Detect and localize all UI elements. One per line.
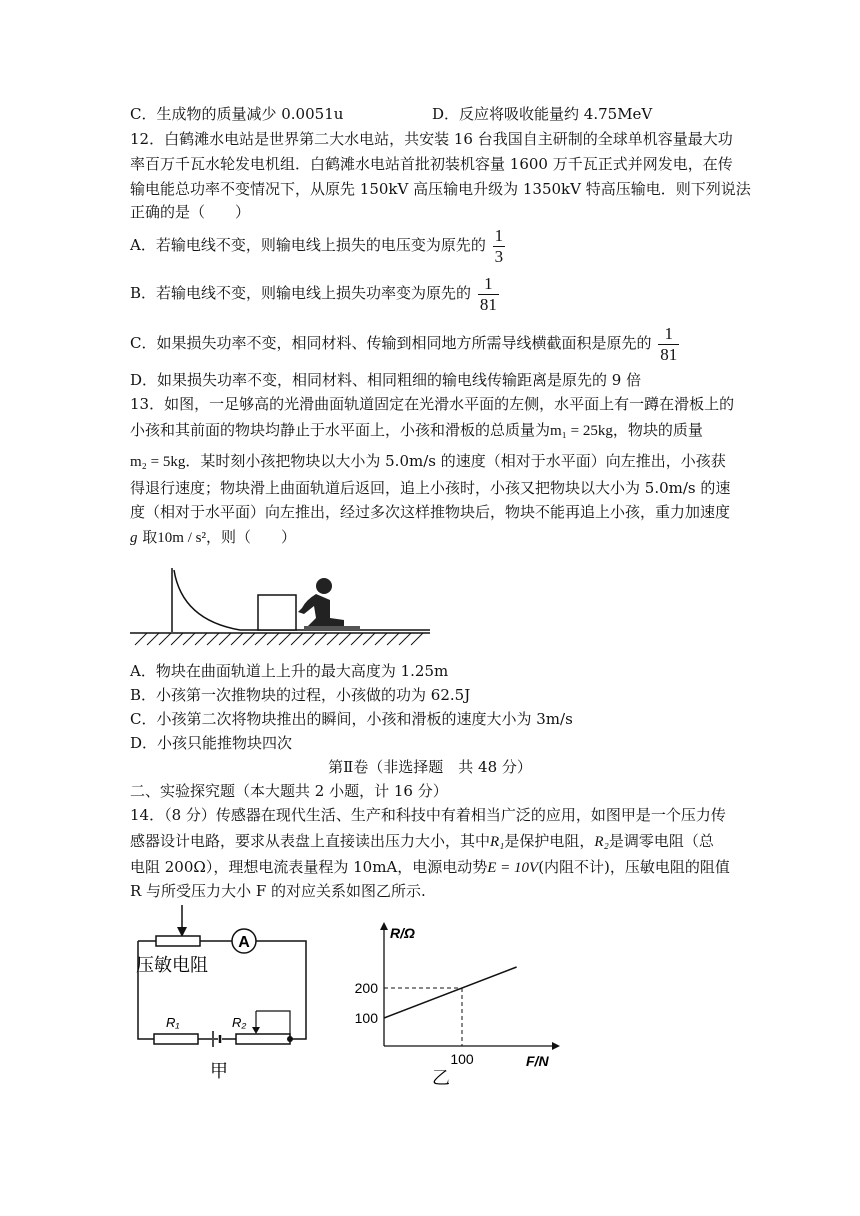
fraction-numerator: 1 xyxy=(658,324,679,345)
q12-option-d: D．如果损失功率不变，相同材料、相同粗细的输电线传输距离是原先的 9 倍 xyxy=(130,371,642,389)
q13-stem-line-3 xyxy=(130,451,726,472)
label-r1: R₁ xyxy=(166,1015,180,1030)
slider-arrow-icon xyxy=(252,1027,260,1034)
text-span: 取 xyxy=(142,528,158,546)
fraction-numerator: 1 xyxy=(478,274,499,295)
text-span: 小孩和其前面的物块均静止于水平面上，小孩和滑板的总质量为 xyxy=(130,421,551,439)
q13-stem-line-5: 度（相对于水平面）向左推出，经过多次这样推物块后，物块不能再追上小孩，重力加速度 xyxy=(130,503,731,521)
text-span: 感器设计电路，要求从表盘上直接读出压力大小，其中 xyxy=(130,832,491,850)
y-axis-arrow-icon xyxy=(380,922,388,930)
fraction xyxy=(658,324,679,365)
y-axis-label: R/Ω xyxy=(390,925,415,941)
junction-dot xyxy=(287,1036,293,1042)
x-tick-label: 100 xyxy=(450,1051,474,1067)
figure-caption-jia: 甲 xyxy=(210,1061,228,1081)
q12-stem-line-2: 率百万千瓦水轮发电机组．白鹤滩水电站首批初装机容量 1600 万千瓦正式并网发电，在传 xyxy=(130,155,733,173)
q13-stem-line-6 xyxy=(130,527,296,548)
fraction-numerator: 1 xyxy=(494,225,504,245)
text-span: 是保护电阻， xyxy=(504,832,595,850)
fraction-denominator: 81 xyxy=(479,294,497,314)
mass-m1: m₁ = 25kg xyxy=(550,423,613,439)
text-span: ．某时刻小孩把物块以大小为 5.0m/s 的速度（相对于水平面）向左推出，小孩获 xyxy=(185,452,726,470)
track-figure xyxy=(130,560,440,655)
pressure-sensor-resistor xyxy=(156,936,200,946)
symbol-r2: R₂ xyxy=(594,834,609,850)
y-tick-label: 100 xyxy=(354,1010,378,1026)
mass-m2: m₂ = 5kg xyxy=(130,454,186,470)
gravity-value: 10m / s² xyxy=(157,530,206,546)
q12-option-a-text: A．若输电线不变，则输电线上损失的电压变为原先的 xyxy=(130,236,486,254)
q13-option-b: B．小孩第一次推物块的过程，小孩做的功为 62.5J xyxy=(130,686,471,704)
q13-option-d: D．小孩只能推物块四次 xyxy=(130,734,293,752)
q12-option-c-text: C．如果损失功率不变，相同材料、传输到相同地方所需导线横截面积是原先的 xyxy=(130,334,652,352)
symbol-r1: R₁ xyxy=(490,834,505,850)
ground-hatching xyxy=(135,633,423,645)
figure-caption-yi: 乙 xyxy=(432,1068,450,1088)
label-r2: R₂ xyxy=(232,1015,247,1030)
fraction-denominator: 81 xyxy=(660,344,678,364)
section-heading: 二、实验探究题（本大题共 2 小题，计 16 分） xyxy=(130,782,448,800)
block xyxy=(258,595,296,630)
sensor-label: 压敏电阻 xyxy=(136,955,208,975)
q12-option-c xyxy=(130,322,679,365)
q14-stem-line-4: R 与所受压力大小 F 的对应关系如图乙所示. xyxy=(130,882,426,900)
resistor-r2 xyxy=(236,1034,290,1044)
part2-title: 第Ⅱ卷（非选择题 共 48 分） xyxy=(328,758,532,776)
q13-stem-line-4: 得退行速度；物块滑上曲面轨道后返回，追上小孩时，小孩又把物块以大小为 5.0m/s 的速 xyxy=(130,479,731,497)
skateboard xyxy=(304,626,360,630)
q11-option-c: C．生成物的质量减少 0.0051u xyxy=(130,105,344,123)
resistance-force-chart xyxy=(340,918,580,1088)
circuit-diagram xyxy=(130,905,330,1085)
x-axis-label: F/N xyxy=(526,1053,549,1069)
text-span: 是调零电阻（总 xyxy=(608,832,714,850)
child-icon xyxy=(298,578,360,630)
emf-value: E = 10V xyxy=(487,860,539,876)
q14-stem-line-1: 14．（8 分）传感器在现代生活、生产和科技中有着相当广泛的应用，如图甲是一个压力传 xyxy=(130,806,726,824)
curved-track xyxy=(174,570,430,630)
q14-stem-line-3 xyxy=(130,857,730,878)
q12-option-b-text: B．若输电线不变，则输电线上损失功率变为原先的 xyxy=(130,284,472,302)
q13-stem-line-1: 13．如图，一足够高的光滑曲面轨道固定在光滑水平面的左侧，水平面上有一蹲在滑板上的 xyxy=(130,395,735,413)
ammeter-label: A xyxy=(238,934,250,951)
symbol-g: g xyxy=(130,530,138,546)
q13-stem-line-2 xyxy=(130,420,703,441)
y-tick-label: 200 xyxy=(354,980,378,996)
series-line xyxy=(384,967,517,1018)
fraction xyxy=(493,226,506,267)
q11-option-d: D．反应将吸收能量约 4.75MeV xyxy=(432,105,653,123)
q12-option-b xyxy=(130,272,499,315)
q12-stem-line-4: 正确的是（ ） xyxy=(130,203,251,221)
resistor-r1 xyxy=(154,1034,198,1044)
q14-stem-line-2 xyxy=(130,831,714,852)
q12-stem-line-3: 输电能总功率不变情况下，从原先 150kV 高压输电升级为 1350kV 特高压输电．则下列说法 xyxy=(130,180,751,198)
q13-option-a: A．物块在曲面轨道上上升的最大高度为 1.25m xyxy=(130,662,449,680)
fraction-denominator: 3 xyxy=(494,246,504,266)
text-span: 电阻 200Ω），理想电流表量程为 10mA，电源电动势 xyxy=(130,858,488,876)
text-span: (内阻不计)，压敏电阻的阻值 xyxy=(538,858,730,876)
fraction xyxy=(478,274,499,315)
q12-option-a xyxy=(130,224,505,267)
x-axis-arrow-icon xyxy=(552,1042,560,1050)
text-span: ，物块的质量 xyxy=(612,421,703,439)
q12-stem-line-1: 12．白鹤滩水电站是世界第二大水电站，共安装 16 台我国自主研制的全球单机容量最大功 xyxy=(130,130,733,148)
q13-option-c: C．小孩第二次将物块推出的瞬间，小孩和滑板的速度大小为 3m/s xyxy=(130,710,573,728)
text-span: ，则（ ） xyxy=(205,528,296,546)
